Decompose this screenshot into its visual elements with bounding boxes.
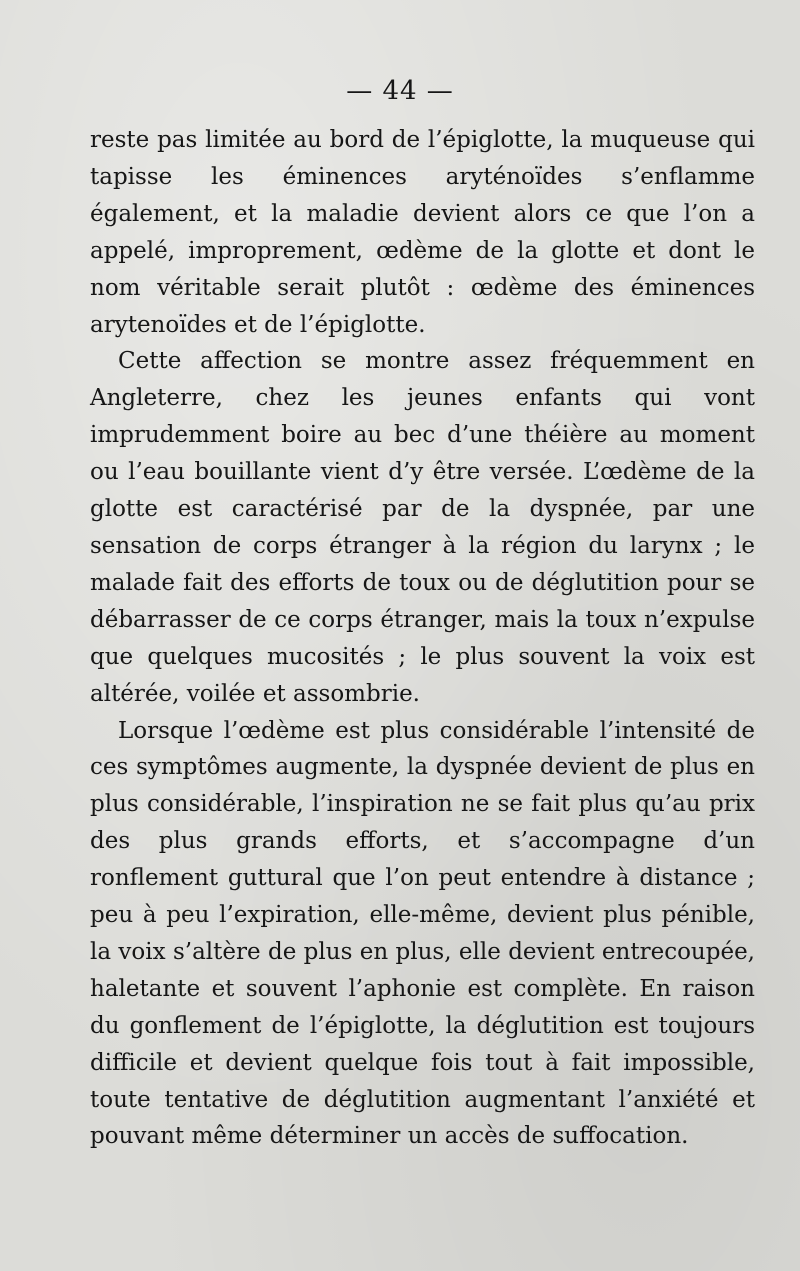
- page-number: — 44 —: [346, 76, 454, 106]
- paragraph-1: reste pas limitée au bord de l’épiglotte, la muqueuse qui tapisse les éminences aryténoïdes s’enflamme également, et la maladie devient alors ce que l’on a appelé, improprement, œdème de la glotte et dont le nom véritable serait plutôt : œdème des éminences arytenoïdes et de l’épiglotte.: [90, 127, 755, 338]
- body-text: [90, 122, 755, 1155]
- paragraph-3: Lorsque l’œdème est plus considérable l’intensité de ces symptômes augmente, la dyspnée devient de plus en plus considérable, l’inspiration ne se fait plus qu’au prix des plus grands efforts, et s’accompagne d’un ronflement guttural que l’on peut entendre à distance ; peu à peu l’expiration, elle-même, devient plus pénible, la voix s’altère de plus en plus, elle devient entrecoupée, haletante et souvent l’aphonie est complète. En raison du gonflement de l’épiglotte, la déglutition est toujours difficile et devient quelque fois tout à fait impossible, toute tentative de déglutition augmentant l’anxiété et pouvant même déterminer un accès de suffocation.: [90, 717, 755, 1150]
- paragraph-2: Cette affection se montre assez fréquemment en Angleterre, chez les jeunes enfants qui vont imprudemment boire au bec d’une théière au moment ou l’eau bouillante vient d’y être versée. L’œdème de la glotte est caractérisé par de la dyspnée, par une sensation de corps étranger à la région du larynx ; le malade fait des efforts de toux ou de déglutition pour se débarrasser de ce corps étranger, mais la toux n’expulse que quelques mucosités ; le plus souvent la voix est altérée, voilée et assombrie.: [90, 348, 755, 707]
